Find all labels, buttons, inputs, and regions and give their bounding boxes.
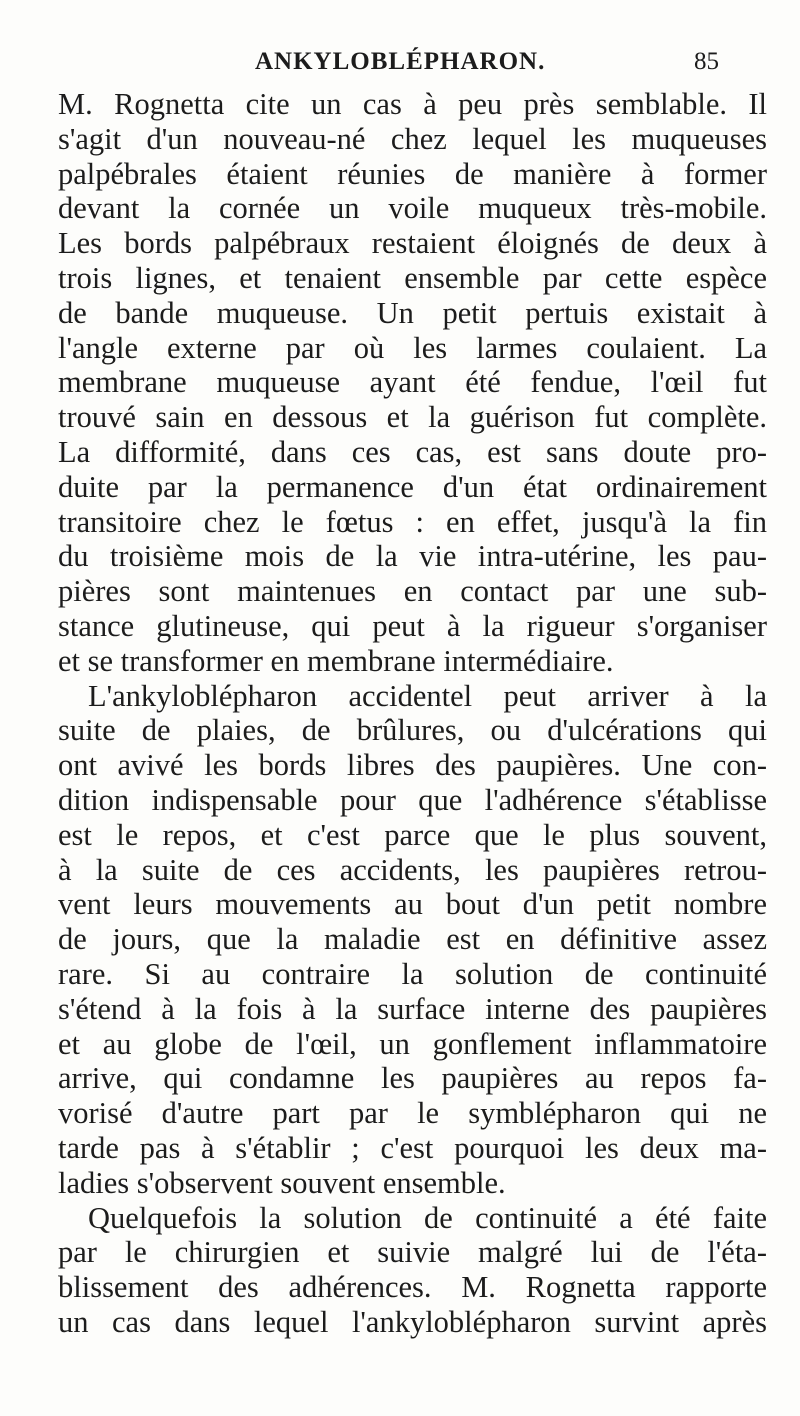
text-line: un cas dans lequel l'ankyloblépharon survint après xyxy=(58,1305,767,1339)
text-line: à la suite de ces accidents, les paupières retrou- xyxy=(58,852,767,887)
text-line: s'agit d'un nouveau-né chez lequel les muqueuses xyxy=(58,121,767,156)
chapter-title: ANKYLOBLÉPHARON. xyxy=(255,48,546,75)
text-line: de jours, que la maladie est en définitive assez xyxy=(58,922,767,957)
text-line: s'étend à la fois à la surface interne des paupières xyxy=(58,991,767,1026)
text-line: ladies s'observent souvent ensemble. xyxy=(58,1165,506,1200)
text-line: pières sont maintenues en contact par une sub- xyxy=(58,574,767,609)
text-line: arrive, qui condamne les paupières au repos fa- xyxy=(58,1061,767,1096)
text-line: duite par la permanence d'un état ordinairement xyxy=(58,469,767,504)
text-line: palpébrales étaient réunies de manière à former xyxy=(58,156,767,191)
text-line: M. Rognetta cite un cas à peu près semblable. Il xyxy=(58,87,767,121)
text-line: tarde pas à s'établir ; c'est pourquoi les deux ma- xyxy=(58,1131,767,1165)
text-line: dition indispensable pour que l'adhérence s'établisse xyxy=(58,783,767,817)
text-line: rare. Si au contraire la solution de continuité xyxy=(58,957,767,991)
text-line: stance glutineuse, qui peut à la rigueur s'organiser xyxy=(58,609,767,643)
text-line: trouvé sain en dessous et la guérison fut complète. xyxy=(58,400,767,435)
page-number: 85 xyxy=(694,48,719,75)
text-line: L'ankyloblépharon accidentel peut arriver à la xyxy=(88,678,767,713)
text-line: est le repos, et c'est parce que le plus souvent, xyxy=(58,817,767,852)
text-line: et se transformer en membrane intermédiaire. xyxy=(58,643,614,678)
text-line: trois lignes, et tenaient ensemble par cette espèce xyxy=(58,261,767,295)
text-line: transitoire chez le fœtus : en effet, jusqu'à la fin xyxy=(58,504,767,539)
text-line: vent leurs mouvements au bout d'un petit nombre xyxy=(58,887,767,922)
text-line: l'angle externe par où les larmes coulaient. La xyxy=(58,330,767,365)
text-line: blissement des adhérences. M. Rognetta rapporte xyxy=(58,1270,767,1305)
text-line: ont avivé les bords libres des paupières. Une con- xyxy=(58,748,767,783)
text-line: et au globe de l'œil, un gonflement inflammatoire xyxy=(58,1026,767,1061)
text-line: membrane muqueuse ayant été fendue, l'œil fut xyxy=(58,365,767,400)
text-line: de bande muqueuse. Un petit pertuis existait à xyxy=(58,295,767,330)
text-line: Les bords palpébraux restaient éloignés de deux à xyxy=(58,226,767,261)
text-line: Quelquefois la solution de continuité a été faite xyxy=(88,1200,767,1235)
text-line: vorisé d'autre part par le symblépharon qui ne xyxy=(58,1096,767,1131)
text-line: devant la cornée un voile muqueux très-mobile. xyxy=(58,191,767,226)
text-line: suite de plaies, de brûlures, ou d'ulcérations qui xyxy=(58,713,767,748)
text-line: du troisième mois de la vie intra-utérine, les pau- xyxy=(58,539,767,574)
text-line: La difformité, dans ces cas, est sans doute pro- xyxy=(58,435,767,469)
text-line: par le chirurgien et suivie malgré lui de l'éta- xyxy=(58,1235,767,1270)
running-head xyxy=(0,48,800,82)
